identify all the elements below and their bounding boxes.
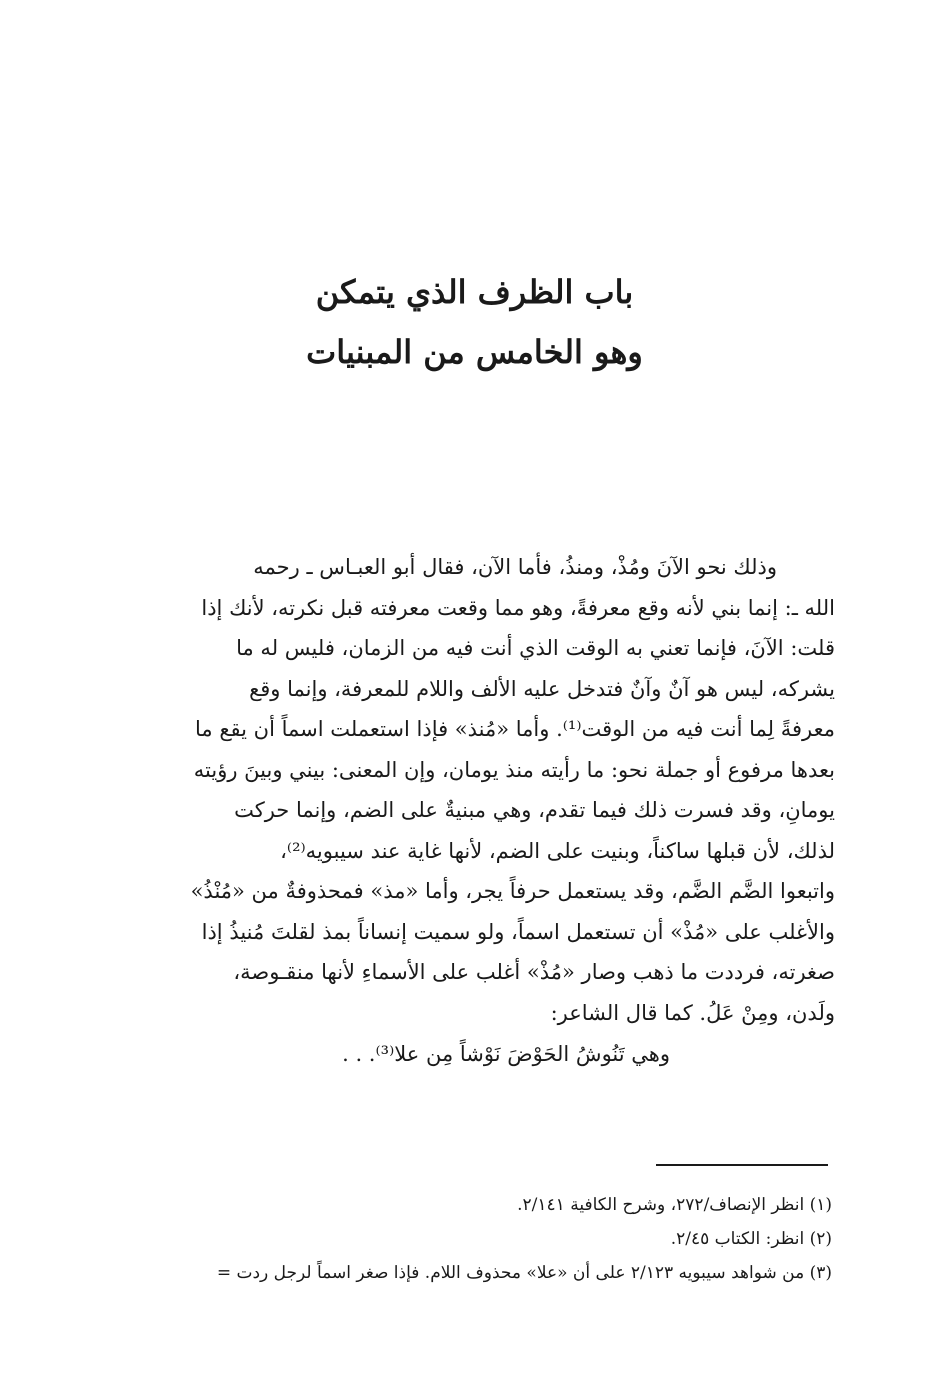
- body-line: معرفةً لِما أنت فيه من الوقت⁽¹⁾. وأما «مُنذ» فإذا استعملت اسماً أن يقع ما: [195, 717, 835, 741]
- body-line: صغرته، فرددت ما ذهب وصار «مُذْ» أغلب على الأسماءِ لأنها منقـوصة،: [233, 960, 835, 984]
- body-line: يشركه، ليس هو آنٌ وآنٌ فتدخل عليه الألف واللام للمعرفة، وإنما وقع: [249, 676, 835, 701]
- footnote-1: (١) انظر الإنصاف/٢٧٢، وشرح الكافية ٢/١٤١.: [517, 1195, 832, 1215]
- footnote-3: (٣) من شواهد سيبويه ٢/١٢٣ على أن «علا» محذوف اللام. فإذا صغر اسماً لرجل ردت =: [216, 1263, 832, 1283]
- footnotes: [120, 1188, 832, 1290]
- footnote-divider: [656, 1164, 828, 1166]
- body-line: والأغلب على «مُذْ» أن تستعمل اسماً، ولو سميت إنساناً بمذ لقلتَ مُنيذُ إذا: [201, 919, 835, 944]
- body-line: لذلك، لأن قبلها ساكناً، وبنيت على الضم، لأنها غاية عند سيبويه⁽²⁾،: [280, 838, 835, 863]
- chapter-title-line-1: باب الظرف الذي يتمكن: [315, 273, 634, 311]
- body-line: الله ـ: إنما بني لأنه وقع معرفةً، وهو مما وقعت معرفته قبل نكرته، لأنك إذا: [201, 595, 835, 620]
- body-line: ولَدن، ومِنْ عَلُ. كما قال الشاعر:: [550, 1000, 835, 1025]
- footnote-2: (٢) انظر: الكتاب ٢/٤٥.: [670, 1229, 832, 1249]
- chapter-title: [0, 262, 949, 382]
- body-line: بعدها مرفوع أو جملة نحو: ما رأيته منذ يومان، وإن المعنى: بيني وبينَ رؤيته: [193, 757, 835, 782]
- poetry-verse: وهي تَنُوشُ الحَوْضَ نَوْشاً مِن علا⁽³⁾. . .: [342, 1042, 670, 1066]
- body-text: [145, 547, 835, 1075]
- body-line: واتبعوا الضَّم الضَّم، وقد يستعمل حرفاً يجر، وأما «مذ» فمحذوفةٌ من «مُنْذُ»: [190, 879, 835, 903]
- body-line: يومانِ، وقد فسرت ذلك فيما تقدم، وهي مبنيةٌ على الضم، وإنما حركت: [234, 798, 835, 822]
- chapter-title-line-2: وهو الخامس من المبنيات: [306, 333, 643, 371]
- body-line: وذلك نحو الآنَ ومُذْ، ومنذُ، فأما الآن، فقال أبو العبـاس ـ رحمه: [253, 555, 777, 579]
- body-line: قلت: الآنَ، فإنما تعني به الوقت الذي أنت فيه من الزمان، فليس له ما: [236, 636, 835, 660]
